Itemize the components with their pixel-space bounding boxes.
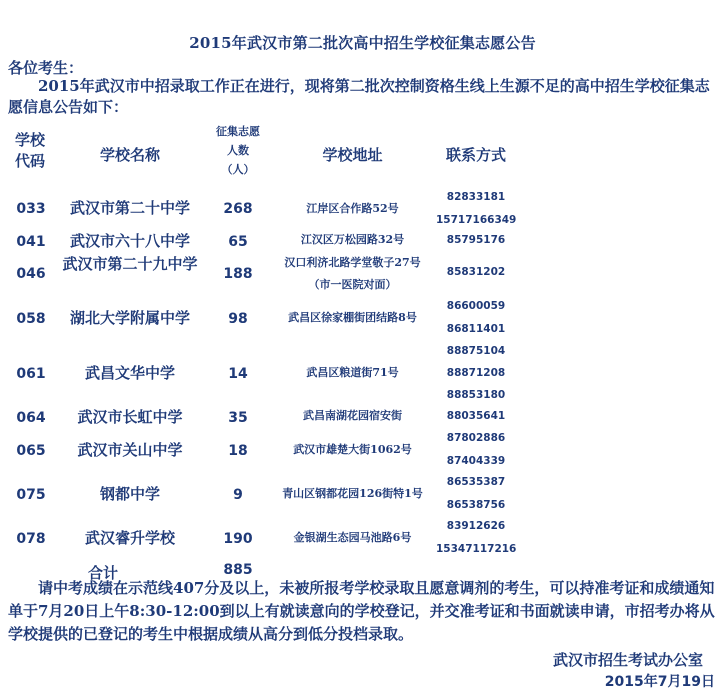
school-address: 江岸区合作路52号 bbox=[306, 202, 399, 215]
greeting: 各位考生： bbox=[8, 59, 84, 77]
contact-phone: 85831202 bbox=[446, 266, 506, 278]
total-value: 885 bbox=[223, 562, 253, 578]
school-name: 武汉市第二十九中学 bbox=[62, 255, 198, 273]
school-name: 湖北大学附属中学 bbox=[69, 309, 190, 327]
contact-phone: 15347117216 bbox=[436, 543, 517, 555]
school-address-note: （市一医院对面） bbox=[308, 278, 397, 291]
school-name: 武汉睿升学校 bbox=[84, 529, 175, 547]
contact-phone: 82833181 bbox=[446, 191, 506, 203]
school-code: 058 bbox=[16, 311, 46, 327]
enrollment-count: 9 bbox=[233, 487, 243, 503]
notice-paragraph: 请中考成绩在示范线407分及以上，未被所报考学校录取且愿意调剂的考生，可以持准考证和成绩通知单于7月20日上午8:30-12:00到以上有就读意向的学校登记，并交准考证和书面就读申请，市招考办将从学校提供的已登记的考生中根据成绩从高分到低分投档录取。 bbox=[8, 579, 715, 643]
total-label: 合计 bbox=[88, 564, 119, 582]
enrollment-count: 268 bbox=[223, 201, 253, 217]
school-name: 武汉市关山中学 bbox=[77, 441, 183, 459]
school-name: 武昌文华中学 bbox=[84, 364, 175, 382]
enrollment-count: 35 bbox=[228, 410, 248, 426]
contact-phone: 86538756 bbox=[446, 499, 506, 511]
enrollment-count: 14 bbox=[228, 366, 248, 382]
school-code: 046 bbox=[16, 266, 46, 282]
school-code: 061 bbox=[16, 366, 46, 382]
issue-date: 2015年7月19日 bbox=[604, 674, 715, 690]
header-school-name: 学校名称 bbox=[99, 146, 160, 164]
page-title: 2015年武汉市第二批次高中招生学校征集志愿公告 bbox=[189, 34, 536, 52]
contact-phone: 83912626 bbox=[446, 520, 506, 532]
enrollment-count: 98 bbox=[228, 311, 248, 327]
contact-phone: 15717166349 bbox=[436, 214, 517, 226]
enrollment-count: 188 bbox=[223, 266, 253, 282]
school-name: 武汉市六十八中学 bbox=[69, 232, 190, 250]
school-code: 041 bbox=[16, 234, 46, 250]
contact-phone: 87802886 bbox=[446, 432, 506, 444]
enrollment-count: 18 bbox=[228, 443, 248, 459]
contact-phone: 88853180 bbox=[446, 389, 506, 401]
school-address: 武昌区徐家棚街团结路8号 bbox=[288, 311, 417, 324]
school-address: 武昌南湖花园宿安街 bbox=[303, 409, 402, 422]
contact-phone: 86535387 bbox=[446, 476, 506, 488]
school-code: 064 bbox=[16, 410, 46, 426]
contact-phone: 88035641 bbox=[446, 410, 506, 422]
school-address: 汉口利济北路学堂敬子27号 bbox=[284, 256, 421, 269]
contact-phone: 88875104 bbox=[446, 345, 506, 357]
header-contact: 联系方式 bbox=[445, 146, 506, 164]
enrollment-count: 65 bbox=[228, 234, 248, 250]
issuer-signature: 武汉市招生考试办公室 bbox=[552, 651, 703, 669]
school-name: 武汉市第二十中学 bbox=[69, 199, 190, 217]
enrollment-count: 190 bbox=[223, 531, 253, 547]
school-address: 江汉区万松园路32号 bbox=[300, 233, 405, 246]
header-count: 征集志愿 人数 （人） bbox=[216, 125, 260, 176]
school-name: 钢都中学 bbox=[99, 485, 160, 503]
contact-phone: 86600059 bbox=[446, 300, 506, 312]
contact-phone: 86811401 bbox=[446, 323, 506, 335]
school-address: 青山区钢都花园126街特1号 bbox=[282, 487, 423, 500]
school-code: 078 bbox=[16, 531, 46, 547]
contact-phone: 88871208 bbox=[446, 367, 506, 379]
school-address: 武汉市雄楚大街1062号 bbox=[293, 443, 412, 456]
school-code: 075 bbox=[16, 487, 46, 503]
contact-phone: 85795176 bbox=[446, 234, 506, 246]
intro-paragraph: 2015年武汉市中招录取工作正在进行，现将第二批次控制资格生线上生源不足的高中招生学校征集志愿信息公告如下： bbox=[8, 77, 710, 116]
school-code: 033 bbox=[16, 201, 46, 217]
school-name: 武汉市长虹中学 bbox=[77, 408, 183, 426]
school-address: 金银湖生态园马池路6号 bbox=[293, 531, 412, 544]
school-code: 065 bbox=[16, 443, 46, 459]
header-code: 学校 代码 bbox=[14, 131, 45, 170]
school-address: 武昌区粮道街71号 bbox=[306, 366, 399, 379]
header-address: 学校地址 bbox=[322, 146, 383, 164]
contact-phone: 87404339 bbox=[446, 455, 506, 467]
